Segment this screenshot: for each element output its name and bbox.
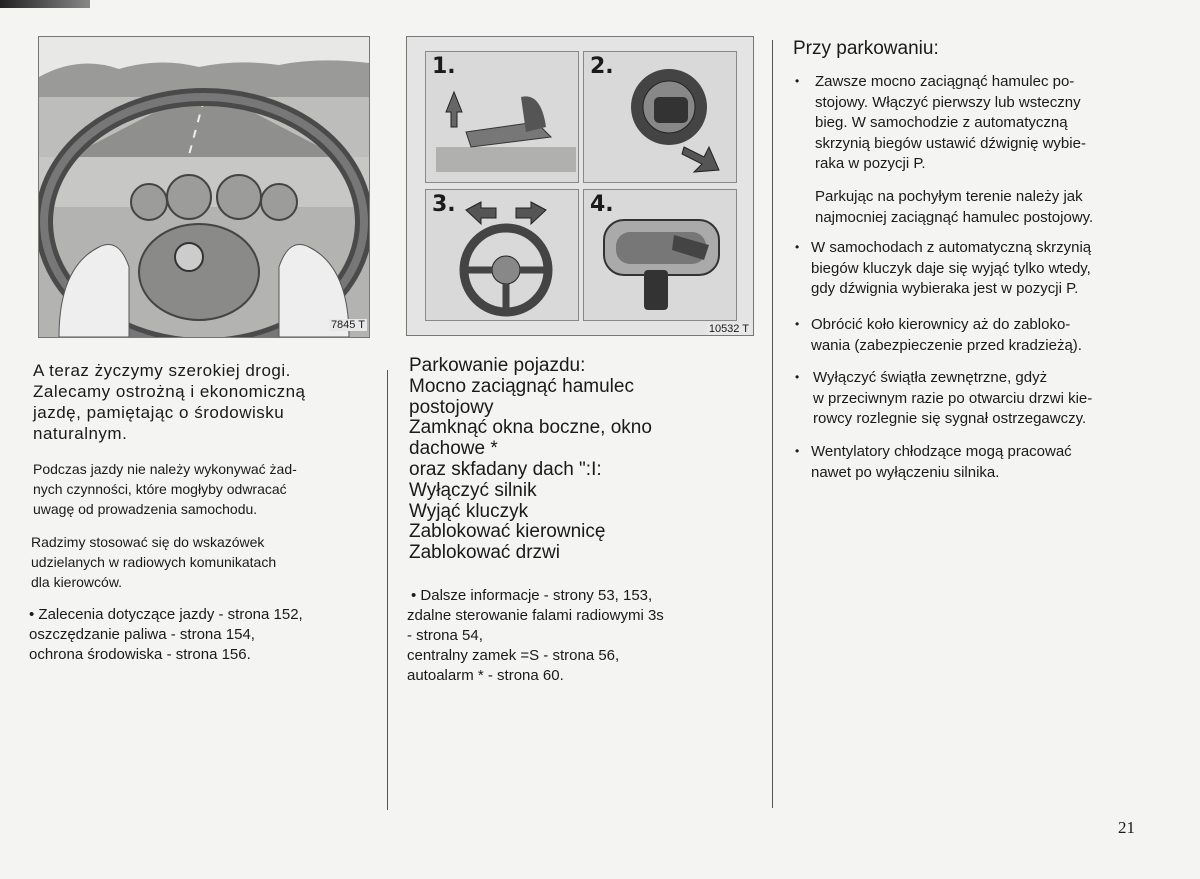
lights-bullet-text: Wyłączyć świątła zewnętrzne, gdyż w przeciwnym razie po otwarciu drzwi kie- rowcy rozlegnie się sygnał ostrzegawczy. — [813, 369, 1093, 427]
road-and-dashboard-drawing — [39, 37, 369, 337]
steering-wheel-illustration — [38, 36, 370, 338]
column-divider-left — [387, 370, 388, 810]
panel-number: 3. — [432, 192, 456, 217]
page-number: 21 — [1118, 818, 1135, 837]
radio-advice-paragraph: Radzimy stosować się do wskazówek udzielanych w radiowych komunikatach dla kierowców. — [31, 534, 277, 590]
driving-distraction-paragraph: Podczas jazdy nie należy wykonywać żad- nych czynności, które mogłyby odwracać uwagę od prowadzenia samochodu. — [33, 461, 297, 517]
parking-heading: Przy parkowaniu: — [793, 38, 939, 59]
intro-lead-text: A teraz życzymy szerokiej drogi. Zalecamy ostrożną i ekonomiczną jazdę, pamiętając o środowisku naturalnym. — [33, 361, 306, 443]
references-paragraph: • Zalecenia dotyczące jazdy - strona 152, oszczędzanie paliwa - strona 154, ochrona środowiska - strona 156. — [29, 606, 303, 663]
bullet-marker: • — [795, 370, 800, 384]
panel-number: 2. — [590, 54, 614, 79]
figure-code-label: 10532 T — [708, 323, 749, 335]
panel-number: 4. — [590, 192, 614, 217]
top-corner-mark — [0, 0, 90, 8]
handbrake-bullet-text: Zawsze mocno zaciągnąć hamulec po- stojowy. Włączyć pierwszy lub wsteczny bieg. W samochodzie z automatyczną skrzynią biegów ustawić dźwignię wybie- raka w pozycji P. — [815, 73, 1086, 172]
step-panel-4 — [583, 189, 737, 321]
bullet-marker: • — [795, 444, 800, 458]
step-panel-1 — [425, 51, 579, 183]
further-info-note: • Dalsze informacje - strony 53, 153, zdalne sterowanie falami radiowymi 3s - strona 54, centralny zamek =S - strona 56, autoalarm * - strona 60. — [407, 587, 664, 684]
column-divider-right — [772, 40, 773, 808]
figure-code-label: 7845 T — [330, 319, 365, 331]
panel-number: 1. — [432, 54, 456, 79]
step-panel-2 — [583, 51, 737, 183]
bullet-marker: • — [795, 317, 800, 331]
fans-bullet-text: Wentylatory chłodzące mogą pracować nawet po wyłączeniu silnika. — [811, 443, 1072, 481]
bullet-marker: • — [795, 74, 800, 88]
bullet-marker: • — [795, 240, 800, 254]
automatic-key-bullet-text: W samochodach z automatyczną skrzynią biegów kluczyk daje się wyjąć tylko wtedy, gdy dźwignia wybieraka jest w pozycji P. — [811, 239, 1092, 297]
parking-steps-list: Parkowanie pojazdu: Mocno zaciągnąć hamulec postojowy Zamknąć okna boczne, okno dachowe * oraz skfadany dach ":I: Wyłączyć silnik Wyjąć kluczyk Zablokować kierownicę Zablokować drzwi — [409, 355, 652, 564]
steering-lock-bullet-text: Obrócić koło kierownicy aż do zabloko- wania (zabezpieczenie przed kradzieżą). — [811, 316, 1082, 354]
slope-parking-text: Parkując na pochyłym terenie należy jak najmocniej zaciągnąć hamulec postojowy. — [815, 188, 1094, 226]
parking-steps-illustration — [406, 36, 754, 336]
step-panel-3 — [425, 189, 579, 321]
